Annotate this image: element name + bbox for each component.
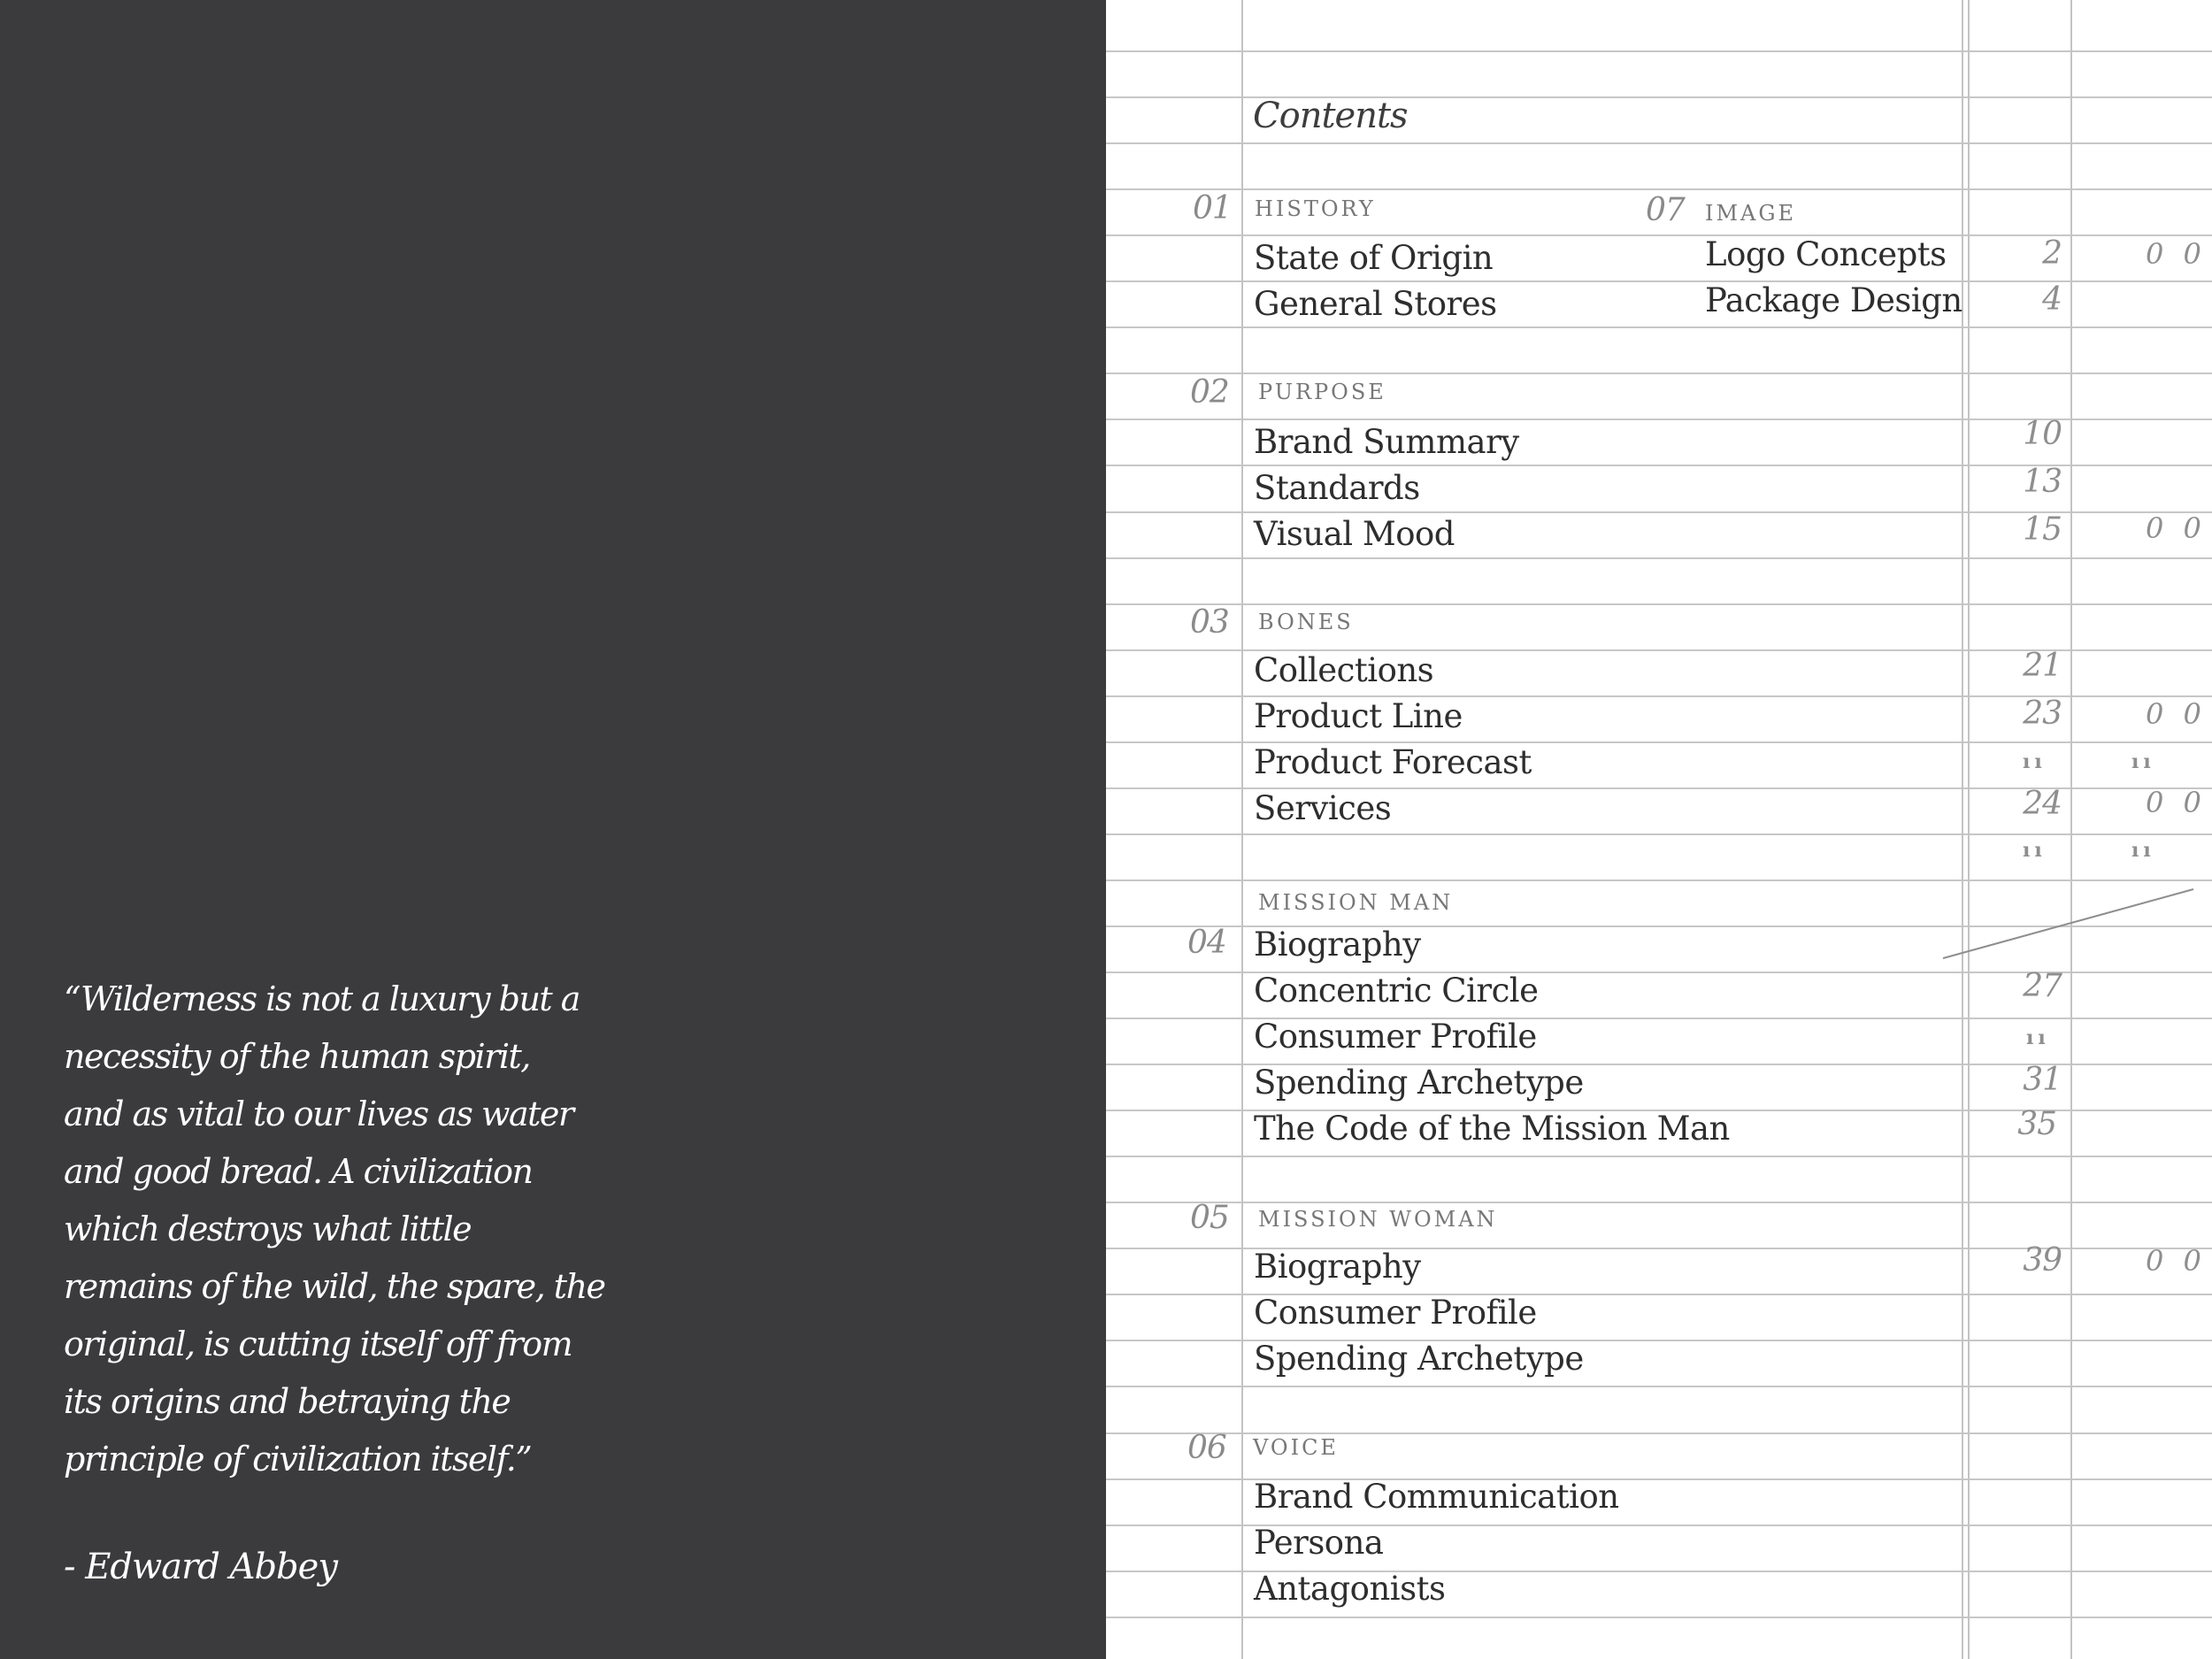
ditto-mark: ıı — [2026, 1026, 2050, 1049]
toc-entry: Package Design — [1705, 281, 1962, 319]
ditto-mark: ıı — [2131, 750, 2155, 773]
section-heading-history: HISTORY — [1255, 196, 1376, 221]
page-number: 15 — [2023, 511, 2062, 548]
section-number: 03 — [1190, 604, 1229, 641]
page-title: Contents — [1253, 96, 1408, 136]
toc-entry: Logo Concepts — [1705, 235, 1947, 273]
quote-author: - Edward Abbey — [64, 1547, 337, 1587]
toc-entry: Biography — [1254, 1248, 1421, 1286]
toc-entry: Antagonists — [1254, 1570, 1446, 1608]
page-number: 35 — [2017, 1106, 2056, 1142]
section-number: 04 — [1187, 925, 1226, 961]
toc-entry: Product Forecast — [1254, 743, 1532, 781]
toc-entry: Persona — [1254, 1524, 1384, 1562]
pencil-mark: 0 0 — [2146, 1244, 2207, 1278]
section-heading-mission-woman: MISSION WOMAN — [1258, 1207, 1498, 1232]
page-number: 24 — [2023, 786, 2062, 822]
toc-entry: Spending Archetype — [1254, 1064, 1584, 1102]
toc-entry: Services — [1254, 789, 1392, 827]
page-number: 21 — [2023, 648, 2062, 684]
toc-entry: Product Line — [1254, 697, 1463, 735]
toc-entry: Standards — [1254, 469, 1420, 507]
page-number: 27 — [2023, 968, 2062, 1004]
quote-line: original, is cutting itself off from — [64, 1325, 572, 1363]
pencil-mark: 0 0 — [2146, 786, 2207, 819]
pencil-mark: 0 0 — [2146, 237, 2207, 271]
ditto-mark: ıı — [2023, 750, 2047, 773]
quote-line: and as vital to our lives as water — [64, 1094, 573, 1133]
quote-line: principle of civilization itself.” — [64, 1440, 532, 1479]
section-heading-voice: VOICE — [1253, 1435, 1339, 1460]
page-number: 2 — [2042, 235, 2062, 272]
quote-line: remains of the wild, the spare, the — [64, 1267, 605, 1306]
section-number: 07 — [1646, 192, 1685, 228]
toc-entry: Brand Communication — [1254, 1478, 1619, 1516]
toc-entry: Biography — [1254, 926, 1421, 964]
section-heading-bones: BONES — [1258, 610, 1354, 634]
toc-entry: Consumer Profile — [1254, 1294, 1537, 1332]
toc-entry: Visual Mood — [1254, 515, 1455, 553]
page-number: 13 — [2023, 464, 2062, 500]
quote-line: its origins and betraying the — [64, 1382, 511, 1421]
section-number: 05 — [1190, 1200, 1229, 1236]
section-number: 01 — [1193, 190, 1232, 227]
section-heading-mission-man: MISSION MAN — [1258, 890, 1454, 915]
section-number: 06 — [1187, 1430, 1226, 1466]
toc-entry: The Code of the Mission Man — [1254, 1110, 1730, 1148]
quote-line: which destroys what little — [64, 1210, 472, 1248]
toc-entry: Brand Summary — [1254, 423, 1519, 461]
quote-line: necessity of the human spirit, — [64, 1037, 530, 1076]
quote-line: “Wilderness is not a luxury but a — [64, 979, 580, 1018]
toc-entry: Collections — [1254, 651, 1434, 689]
ditto-mark: ıı — [2131, 839, 2155, 862]
ditto-mark: ıı — [2023, 839, 2047, 862]
section-heading-purpose: PURPOSE — [1258, 380, 1386, 404]
toc-entry: Spending Archetype — [1254, 1340, 1584, 1378]
quote-line: and good bread. A civilization — [64, 1152, 533, 1191]
page-number: 31 — [2023, 1062, 2062, 1098]
page-number: 23 — [2023, 695, 2062, 732]
toc-entry: Consumer Profile — [1254, 1018, 1537, 1056]
toc-entry: Concentric Circle — [1254, 972, 1539, 1010]
page-number: 39 — [2023, 1242, 2062, 1279]
toc-entry: General Stores — [1254, 285, 1497, 323]
pencil-mark: 0 0 — [2146, 511, 2207, 545]
toc-entry: State of Origin — [1254, 239, 1494, 277]
page-number: 10 — [2023, 416, 2062, 452]
page-number: 4 — [2042, 281, 2062, 318]
pencil-mark: 0 0 — [2146, 697, 2207, 731]
section-number: 02 — [1190, 374, 1229, 411]
quote-text — [64, 971, 630, 1488]
contents-page — [1106, 0, 2212, 1659]
section-heading-image: IMAGE — [1705, 201, 1797, 226]
